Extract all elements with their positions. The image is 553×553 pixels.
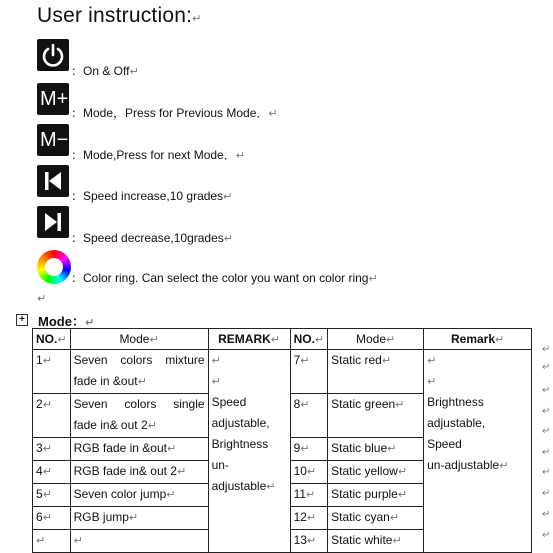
cell-text: 2 bbox=[36, 397, 43, 411]
paragraph-mark: ↵ bbox=[306, 489, 316, 501]
row-end-mark: ↵ bbox=[542, 447, 551, 458]
mode-line bbox=[74, 484, 205, 506]
left-no-cell bbox=[33, 507, 71, 530]
cell-text: RGB fade in& out 2 bbox=[73, 464, 177, 478]
left-no-cell bbox=[33, 484, 71, 507]
cell-text: un-adjustable bbox=[211, 458, 267, 493]
color-ring-icon bbox=[37, 250, 71, 284]
paragraph-mark: ↵ bbox=[176, 466, 187, 478]
paragraph-mark: ↵ bbox=[397, 466, 408, 478]
mode-table bbox=[32, 328, 532, 553]
paragraph-mark: ↵ bbox=[306, 535, 317, 547]
cell-text: fade in& out 2 bbox=[73, 418, 148, 432]
header-mode: Mode↵ bbox=[70, 329, 208, 350]
remark-line bbox=[427, 371, 528, 392]
cell-text: Static cyan bbox=[331, 510, 390, 524]
paragraph-mark: ↵ bbox=[211, 376, 221, 388]
instruction-next-mode: ：Mode,Press for next Mode．↵ bbox=[71, 148, 245, 162]
paragraph-mark: ↵ bbox=[42, 443, 52, 455]
remark-line bbox=[427, 413, 528, 434]
cell-text: 8 bbox=[293, 397, 301, 411]
right-no-cell bbox=[290, 438, 328, 461]
row-end-mark: ↵ bbox=[542, 406, 551, 417]
row-end-mark: ↵ bbox=[542, 426, 551, 437]
mode-line bbox=[74, 415, 205, 437]
paragraph-mark: ↵ bbox=[36, 535, 46, 547]
header-remark: REMARK↵ bbox=[208, 329, 290, 350]
right-no-cell bbox=[290, 394, 328, 438]
cell-text: Speed bbox=[427, 437, 462, 451]
paragraph-mark: ↵ bbox=[128, 512, 139, 524]
left-no-cell bbox=[33, 350, 71, 394]
mode-heading: Mode：↵ bbox=[38, 314, 95, 329]
header-mode-2: Mode↵ bbox=[328, 329, 424, 350]
cell-text: Static white bbox=[331, 533, 393, 547]
left-mode-cell bbox=[70, 394, 208, 438]
row-end-mark: ↵ bbox=[542, 362, 551, 373]
mode-line bbox=[74, 507, 205, 529]
cell-text: 1 bbox=[36, 353, 43, 367]
cell-text: RGB jump bbox=[73, 510, 129, 524]
paragraph-mark: ↵ bbox=[427, 376, 437, 388]
paragraph-mark: ↵ bbox=[137, 376, 147, 388]
table-move-handle[interactable]: + bbox=[16, 314, 28, 326]
cell-text: Brightness bbox=[427, 395, 484, 409]
cell-text: Static red bbox=[331, 353, 382, 367]
cell-text: 12 bbox=[293, 510, 307, 524]
right-no-cell bbox=[290, 461, 328, 484]
cell-text: adjustable, bbox=[427, 416, 486, 430]
paragraph-mark: ↵ bbox=[306, 466, 317, 478]
paragraph-mark: ↵ bbox=[73, 535, 83, 547]
right-mode-cell bbox=[328, 461, 424, 484]
cell-text: un-adjustable bbox=[427, 458, 500, 472]
instruction-previous-mode: ：Mode，Press for Previous Mode．↵ bbox=[71, 106, 278, 120]
row-end-mark: ↵ bbox=[542, 344, 551, 355]
paragraph-mark: ↵ bbox=[166, 443, 177, 455]
header-remark-2: Remark↵ bbox=[424, 329, 532, 350]
cell-text: Speed bbox=[211, 395, 247, 409]
row-end-mark: ↵ bbox=[542, 467, 551, 478]
cell-text: adjustable, bbox=[211, 416, 270, 430]
cell-text: 6 bbox=[36, 510, 43, 524]
cell-text: fade in &out bbox=[73, 374, 138, 388]
instruction-speed-decrease: ：Speed decrease,10grades↵ bbox=[71, 231, 233, 245]
cell-text: 3 bbox=[36, 441, 43, 455]
right-mode-cell bbox=[328, 438, 424, 461]
paragraph-mark: ↵ bbox=[42, 466, 52, 478]
mode-line bbox=[74, 350, 205, 371]
remark-line bbox=[427, 392, 528, 413]
right-no-cell bbox=[290, 484, 328, 507]
paragraph-mark: ↵ bbox=[37, 293, 47, 305]
right-mode-cell bbox=[328, 507, 424, 530]
cell-text: Static yellow bbox=[331, 464, 398, 478]
cell-text: Seven colors single bbox=[73, 397, 205, 411]
remark-line bbox=[211, 455, 287, 493]
left-mode-cell bbox=[70, 530, 208, 553]
right-no-cell bbox=[290, 507, 328, 530]
right-no-cell bbox=[290, 530, 328, 553]
paragraph-mark: ↵ bbox=[392, 535, 402, 547]
cell-text: Brightness bbox=[211, 437, 269, 451]
paragraph-mark: ↵ bbox=[166, 489, 176, 501]
cell-text: RGB fade in &out bbox=[73, 441, 167, 455]
speed-increase-icon bbox=[37, 165, 69, 197]
paragraph-mark: ↵ bbox=[42, 355, 52, 367]
right-mode-cell bbox=[328, 394, 424, 438]
left-mode-cell bbox=[70, 507, 208, 530]
instruction-speed-increase: ：Speed increase,10 grades↵ bbox=[71, 189, 233, 203]
left-mode-cell bbox=[70, 438, 208, 461]
remark-line bbox=[212, 434, 287, 455]
paragraph-mark: ↵ bbox=[387, 443, 397, 455]
row-end-mark: ↵ bbox=[542, 488, 551, 499]
mode-line bbox=[74, 461, 205, 483]
cell-text: Static green bbox=[331, 397, 396, 411]
right-mode-cell bbox=[328, 484, 424, 507]
cell-text: 10 bbox=[293, 464, 307, 478]
page-title: User instruction:↵ bbox=[37, 4, 202, 27]
remark-line bbox=[427, 350, 528, 371]
left-no-cell bbox=[33, 461, 71, 484]
instruction-on-off: ：On & Off↵ bbox=[71, 64, 139, 78]
paragraph-mark: ↵ bbox=[306, 512, 317, 524]
left-mode-cell bbox=[70, 350, 208, 394]
speed-decrease-icon bbox=[37, 206, 69, 238]
right-mode-cell bbox=[328, 350, 424, 394]
cell-text: 11 bbox=[293, 487, 307, 501]
cell-text: 9 bbox=[293, 441, 301, 455]
right-remark-cell bbox=[424, 350, 532, 553]
paragraph-mark: ↵ bbox=[389, 512, 400, 524]
remark-line bbox=[212, 350, 287, 371]
left-no-cell bbox=[33, 530, 71, 553]
cell-text: 4 bbox=[36, 464, 43, 478]
remark-line bbox=[212, 392, 287, 413]
row-end-mark: ↵ bbox=[542, 385, 551, 396]
mode-line bbox=[74, 394, 205, 415]
power-icon bbox=[37, 39, 69, 71]
paragraph-mark: ↵ bbox=[427, 355, 437, 367]
cell-text: Static blue bbox=[331, 441, 388, 455]
paragraph-mark: ↵ bbox=[266, 481, 276, 493]
instruction-color-ring: ：Color ring. Can select the color you want on color ring↵ bbox=[71, 271, 378, 285]
mode-line bbox=[74, 438, 205, 460]
cell-text: Static purple bbox=[331, 487, 398, 501]
row-end-mark: ↵ bbox=[542, 530, 551, 541]
paragraph-mark: ↵ bbox=[300, 443, 310, 455]
paragraph-mark: ↵ bbox=[211, 355, 221, 367]
row-end-mark: ↵ bbox=[542, 509, 551, 520]
paragraph-mark: ↵ bbox=[42, 399, 52, 411]
left-no-cell bbox=[33, 394, 71, 438]
m-minus-icon: M− bbox=[37, 124, 69, 156]
cell-text: 5 bbox=[36, 487, 43, 501]
cell-text: Seven colors mixture bbox=[73, 353, 205, 367]
left-mode-cell bbox=[70, 461, 208, 484]
left-mode-cell bbox=[70, 484, 208, 507]
cell-text: 13 bbox=[293, 533, 307, 547]
paragraph-mark: ↵ bbox=[42, 489, 52, 501]
m-plus-icon: M+ bbox=[37, 83, 69, 115]
cell-text: 7 bbox=[293, 353, 301, 367]
left-no-cell bbox=[33, 438, 71, 461]
remark-line bbox=[212, 413, 287, 434]
header-no-2: NO.↵ bbox=[290, 329, 328, 350]
remark-line bbox=[427, 455, 528, 476]
left-remark-cell bbox=[208, 350, 290, 553]
mode-line bbox=[74, 371, 205, 393]
header-no: NO.↵ bbox=[33, 329, 71, 350]
table-header-row bbox=[33, 329, 532, 350]
paragraph-mark: ↵ bbox=[499, 460, 509, 472]
right-mode-cell bbox=[328, 530, 424, 553]
paragraph-mark: ↵ bbox=[300, 399, 310, 411]
cell-text: Seven color jump bbox=[73, 487, 167, 501]
paragraph-mark: ↵ bbox=[42, 512, 52, 524]
paragraph-mark: ↵ bbox=[147, 420, 157, 432]
remark-line bbox=[212, 371, 287, 392]
paragraph-mark: ↵ bbox=[395, 399, 405, 411]
remark-line bbox=[427, 434, 528, 455]
right-no-cell bbox=[290, 350, 328, 394]
paragraph-mark: ↵ bbox=[397, 489, 408, 501]
mode-line bbox=[74, 530, 205, 552]
paragraph-mark: ↵ bbox=[300, 355, 310, 367]
paragraph-mark: ↵ bbox=[381, 355, 392, 367]
